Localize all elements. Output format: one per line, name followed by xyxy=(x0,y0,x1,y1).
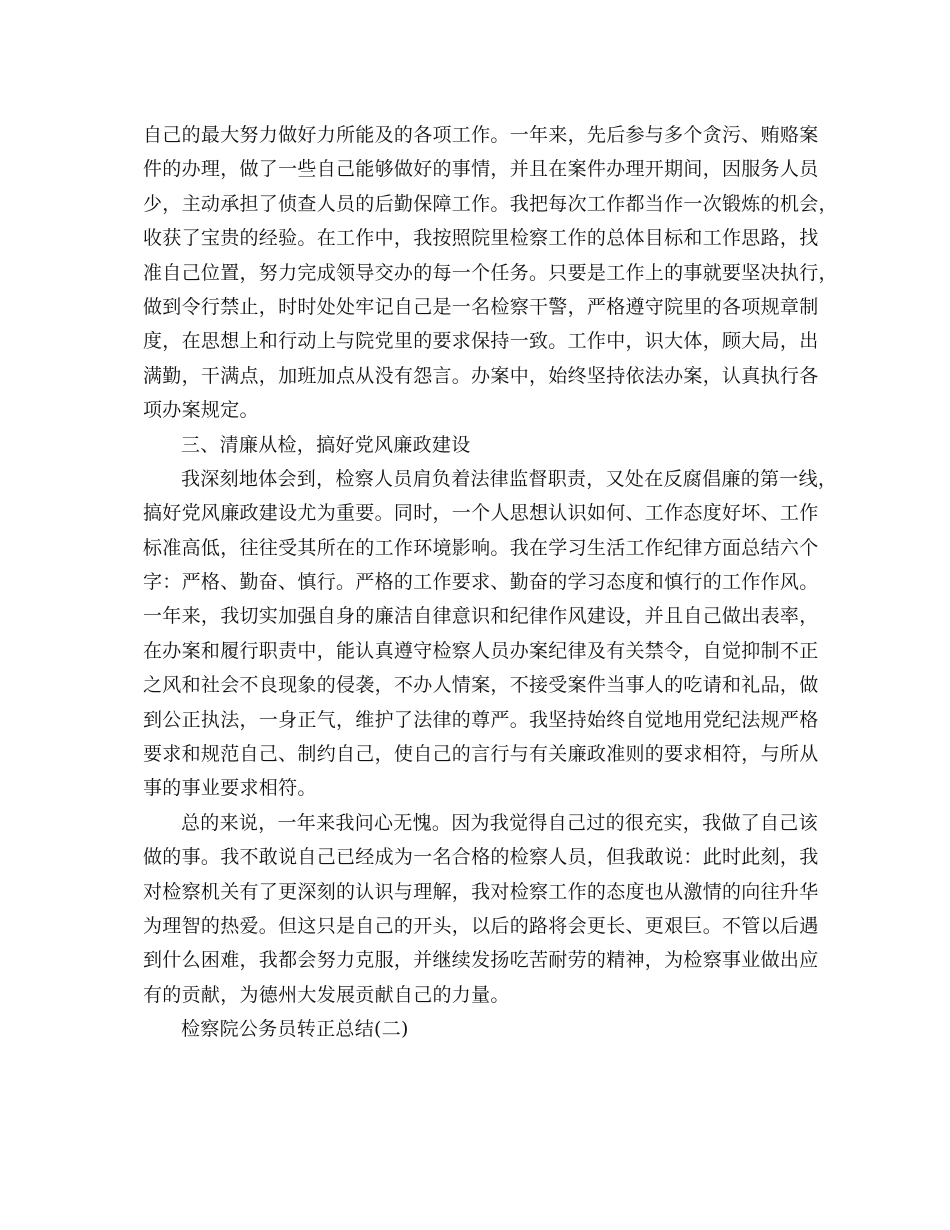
paragraph-line: 满勤，干满点，加班加点从没有怨言。办案中，始终坚持依法办案，认真执行各 xyxy=(143,364,819,387)
paragraph-1 xyxy=(143,118,838,428)
paragraph-line: 项办案规定。 xyxy=(143,399,259,422)
paragraph-line: 收获了宝贵的经验。在工作中，我按照院里检察工作的总体目标和工作思路，找 xyxy=(143,227,819,250)
paragraph-line: 事的事业要求相符。 xyxy=(143,777,317,800)
paragraph-line: 到公正执法，一身正气，维护了法律的尊严。我坚持始终自觉地用党纪法规严格 xyxy=(143,708,819,731)
paragraph-line: 有的贡献，为德州大发展贡献自己的力量。 xyxy=(143,983,510,1006)
section-heading: 三、清廉从检，搞好党风廉政建设 xyxy=(181,433,471,456)
paragraph-2 xyxy=(143,462,838,806)
paragraph-line: 做到令行禁止，时时处处牢记自己是一名检察干警，严格遵守院里的各项规章制 xyxy=(143,295,819,318)
paragraph-line: 搞好党风廉政建设尤为重要。同时，一个人思想认识如何、工作态度好坏、工作 xyxy=(143,502,819,525)
paragraph-line: 准自己位置，努力完成领导交办的每一个任务。只要是工作上的事就要坚决执行， xyxy=(143,261,838,284)
paragraph-line: 少，主动承担了侦查人员的后勤保障工作。我把每次工作都当作一次锻炼的机会， xyxy=(143,192,838,215)
paragraph-line: 一年来，我切实加强自身的廉洁自律意识和纪律作风建设，并且自己做出表率， xyxy=(143,605,819,628)
paragraph-line: 字：严格、勤奋、慎行。严格的工作要求、勤奋的学习态度和慎行的工作作风。 xyxy=(143,571,819,594)
paragraph-line: 件的办理，做了一些自己能够做好的事情，并且在案件办理开期间，因服务人员 xyxy=(143,158,819,181)
paragraph-line: 对检察机关有了更深刻的认识与理解，我对检察工作的态度也从激情的向往升华 xyxy=(143,880,819,903)
paragraph-line: 自己的最大努力做好力所能及的各项工作。一年来，先后参与多个贪污、贿赂案 xyxy=(143,124,819,146)
paragraph-line: 要求和规范自己、制约自己，使自己的言行与有关廉政准则的要求相符，与所从 xyxy=(143,743,819,766)
paragraph-line: 之风和社会不良现象的侵袭，不办人情案，不接受案件当事人的吃请和礼品，做 xyxy=(143,674,819,697)
document-body xyxy=(143,118,838,1047)
paragraph-line: 为理智的热爱。但这只是自己的开头，以后的路将会更长、更艰巨。不管以后遇 xyxy=(143,914,819,937)
paragraph-line: 度，在思想上和行动上与院党里的要求保持一致。工作中，识大体，顾大局，出 xyxy=(143,330,819,353)
paragraph-line: 我深刻地体会到，检察人员肩负着法律监督职责，又处在反腐倡廉的第一线， xyxy=(181,467,838,490)
paragraph-3 xyxy=(143,806,819,1012)
paragraph-line: 标准高低，往往受其所在的工作环境影响。我在学习生活工作纪律方面总结六个 xyxy=(143,536,819,559)
document-title: 检察院公务员转正总结(二) xyxy=(181,1018,409,1041)
paragraph-line: 到什么困难，我都会努力克服，并继续发扬吃苦耐劳的精神，为检察事业做出应 xyxy=(143,949,819,972)
paragraph-line: 做的事。我不敢说自己已经成为一名合格的检察人员，但我敢说：此时此刻，我 xyxy=(143,846,819,869)
paragraph-line: 总的来说，一年来我问心无愧。因为我觉得自己过的很充实，我做了自己该 xyxy=(181,811,818,834)
paragraph-line: 在办案和履行职责中，能认真遵守检察人员办案纪律及有关禁令，自觉抑制不正 xyxy=(143,639,819,662)
